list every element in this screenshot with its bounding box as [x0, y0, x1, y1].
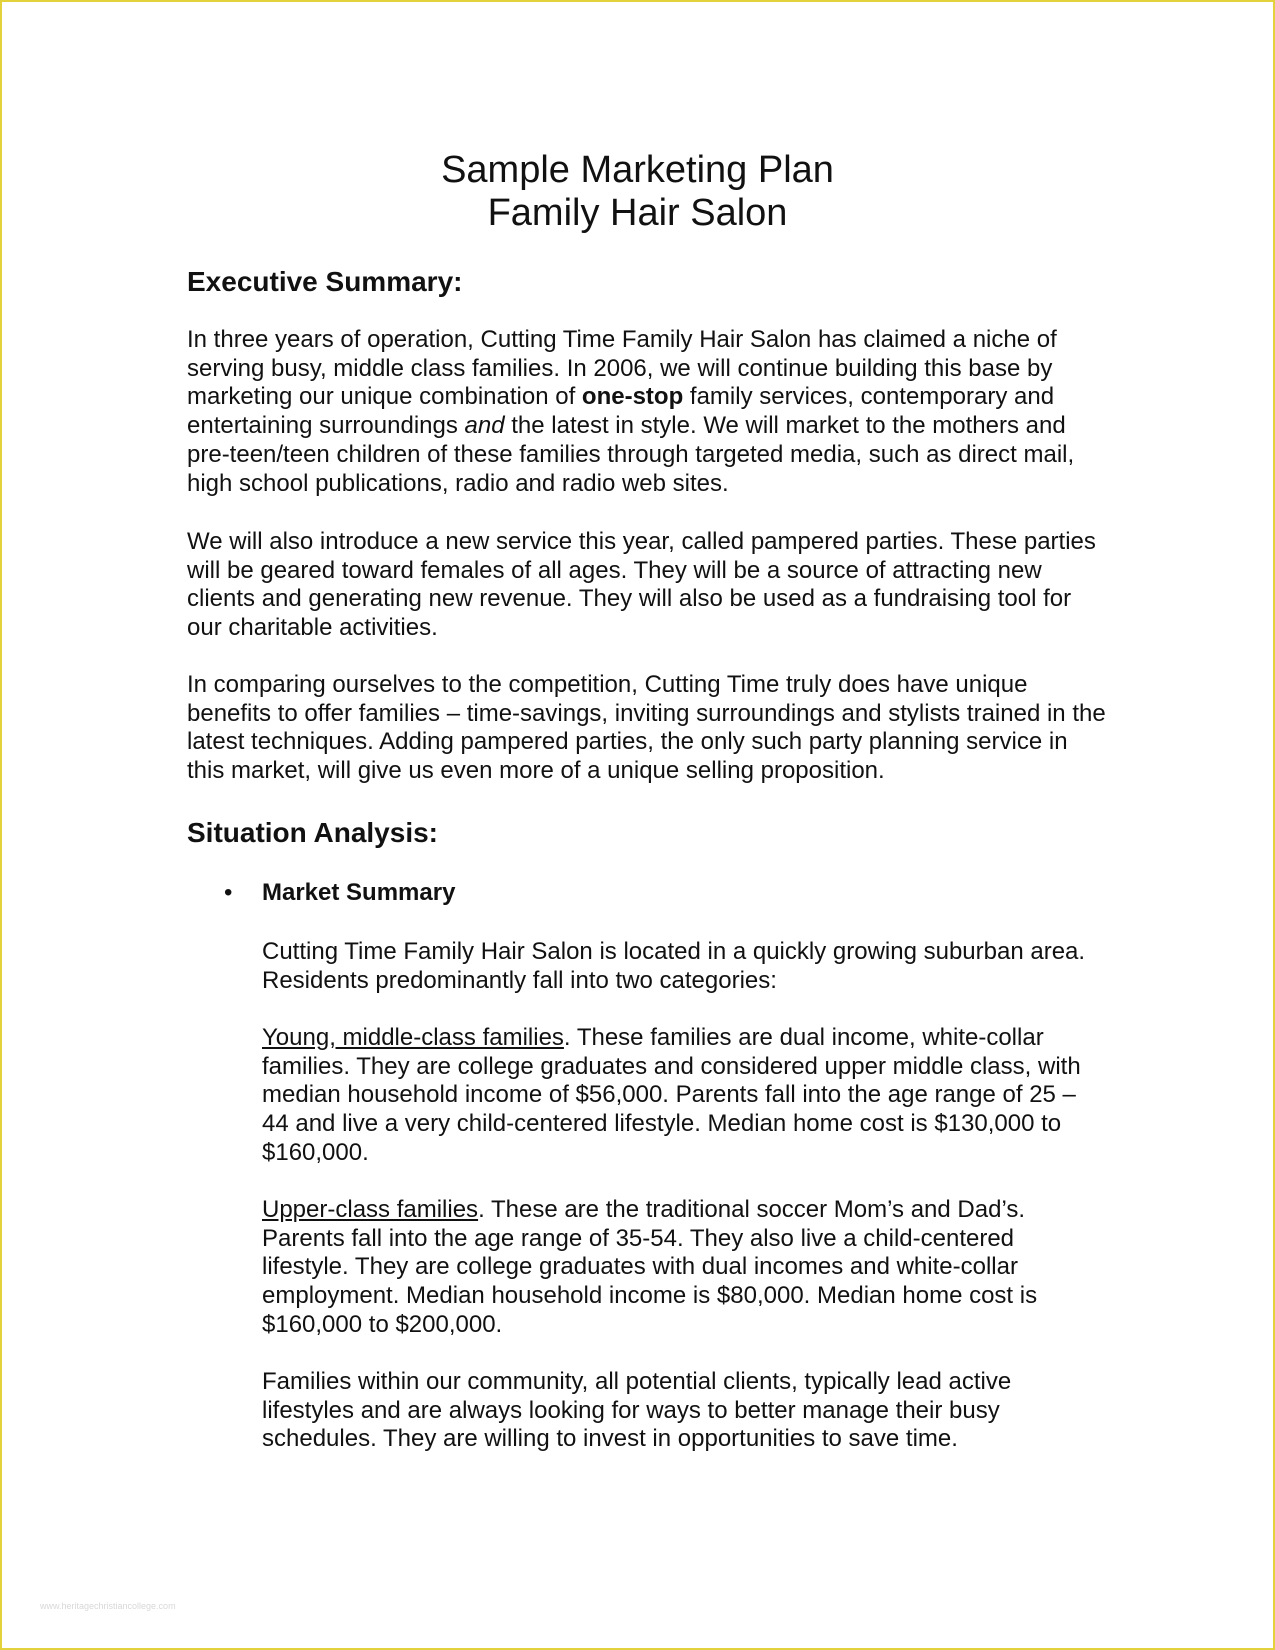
market-summary-paragraph-1: Cutting Time Family Hair Salon is located in a quickly growing suburban area. Residents predominantly fall into two categories: [262, 938, 1086, 994]
executive-summary-paragraph-3: In comparing ourselves to the competition, Cutting Time truly does have unique benefits to offer families – time-savings, inviting surroundings and stylists trained in the latest techniques. Adding pampered parties, the only such party planning service in this market, will give us even more of a unique selling proposition. [187, 671, 1106, 785]
upper-class-families-text: . These are the traditional soccer Mom’s and Dad’s. Parents fall into the age range of 35-54. They also live a child-centered lifestyle. They are college graduates with dual incomes and white-collar employment. Median household income is $80,000. Median home cost is $160,000 to $200,000. [262, 1196, 1038, 1338]
young-families-paragraph [262, 1024, 1107, 1168]
young-families-label: Young, middle-class families [262, 1024, 564, 1051]
exec-p1-text-b: family services, contemporary and entertaining surroundings [187, 383, 1055, 440]
situation-analysis-heading: Situation Analysis: [187, 817, 439, 848]
upper-class-families-label: Upper-class families [262, 1196, 479, 1223]
exec-p1-bold: one-stop [581, 383, 684, 411]
market-summary-label: Market Summary [262, 879, 456, 906]
title-line-1: Sample Marketing Plan [441, 149, 834, 191]
executive-summary-heading: Executive Summary: [187, 266, 463, 297]
executive-summary-paragraph-2: We will also introduce a new service this year, called pampered parties. These parties will be geared toward females of all ages. They will be a source of attracting new clients and generating new revenue. They will also be used as a fundraising tool for our charitable activities. [187, 528, 1096, 642]
exec-p1-italic: and [464, 412, 505, 440]
document-title [0, 149, 1275, 235]
community-families-paragraph: Families within our community, all potential clients, typically lead active lifestyles and are always looking for ways to better manage their busy schedules. They are willing to invest in opportunities to save time. [262, 1368, 1012, 1453]
bullet-icon: • [224, 879, 233, 906]
executive-summary-paragraph-1 [187, 326, 1107, 498]
market-summary-bullet [224, 879, 455, 907]
title-line-2: Family Hair Salon [487, 192, 788, 234]
exec-p1-text-a: In three years of operation, Cutting Time Family Hair Salon has claimed a niche of serving busy, middle class families. In 2006, we will continue building this base by marketing our unique combination of [187, 326, 1057, 411]
upper-class-families-paragraph [262, 1196, 1107, 1340]
young-families-text: . These families are dual income, white-collar families. They are college graduates and considered upper middle class, with median household income of $56,000. Parents fall into the age range of 25 – 44 and live a very child-centered lifestyle. Median home cost is $130,000 to $160,000. [262, 1024, 1081, 1166]
exec-p1-text-c: the latest in style. We will market to the mothers and pre-teen/teen children of these families through targeted media, such as direct mail, high school publications, radio and radio web sites. [187, 412, 1075, 497]
watermark: www.heritagechristiancollege.com [40, 1601, 176, 1611]
